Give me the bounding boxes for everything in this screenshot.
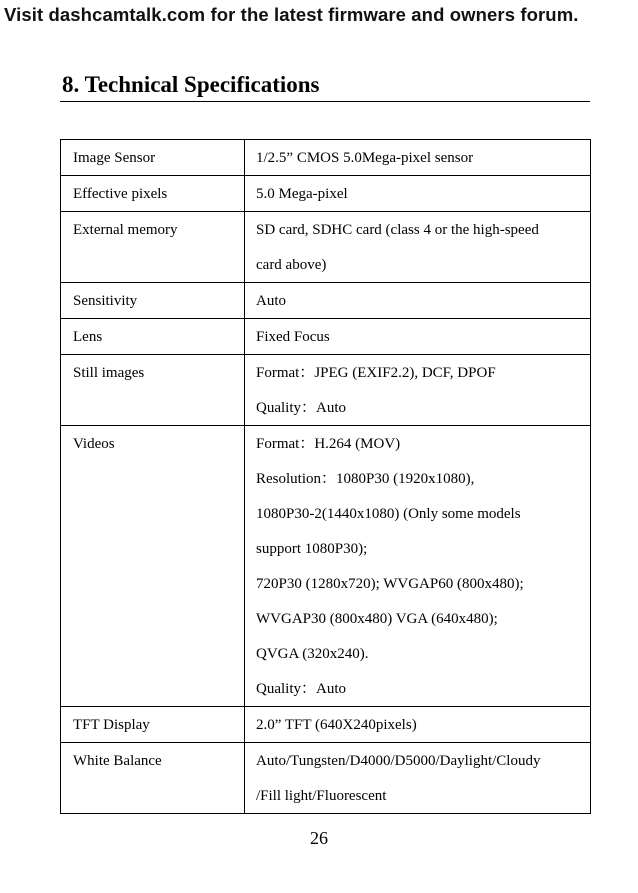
spec-value-line: Format：JPEG (EXIF2.2), DCF, DPOF bbox=[256, 365, 496, 381]
page-number: 26 bbox=[310, 828, 328, 848]
spec-value-line: Resolution：1080P30 (1920x1080), bbox=[256, 471, 475, 487]
spec-value-line: 1/2.5” CMOS 5.0Mega-pixel sensor bbox=[256, 150, 474, 166]
spec-value bbox=[245, 212, 591, 283]
spec-value bbox=[245, 140, 591, 176]
spec-value-line: QVGA (320x240). bbox=[256, 646, 369, 662]
spec-label: TFT Display bbox=[61, 707, 245, 743]
spec-label: Still images bbox=[61, 355, 245, 426]
spec-value-line: Format：H.264 (MOV) bbox=[256, 436, 401, 452]
spec-value-line: support 1080P30); bbox=[256, 541, 368, 557]
spec-table bbox=[60, 139, 591, 814]
spec-label: Effective pixels bbox=[61, 176, 245, 212]
spec-value-line: Auto bbox=[256, 293, 286, 309]
spec-value-line: Auto/Tungsten/D4000/D5000/Daylight/Cloudy bbox=[256, 753, 541, 769]
spec-value-line: SD card, SDHC card (class 4 or the high-speed bbox=[256, 222, 539, 238]
spec-row bbox=[61, 283, 591, 319]
spec-value-line: card above) bbox=[256, 257, 327, 273]
spec-label: Videos bbox=[61, 426, 245, 707]
spec-label: Image Sensor bbox=[61, 140, 245, 176]
spec-value bbox=[245, 319, 591, 355]
spec-label: Sensitivity bbox=[61, 283, 245, 319]
spec-row bbox=[61, 707, 591, 743]
spec-value bbox=[245, 743, 591, 814]
spec-label: White Balance bbox=[61, 743, 245, 814]
spec-table-body bbox=[61, 140, 591, 814]
spec-value-line: 5.0 Mega-pixel bbox=[256, 186, 348, 202]
spec-value bbox=[245, 707, 591, 743]
spec-value-line: /Fill light/Fluorescent bbox=[256, 788, 387, 804]
spec-row bbox=[61, 140, 591, 176]
spec-row bbox=[61, 319, 591, 355]
spec-value bbox=[245, 176, 591, 212]
spec-value bbox=[245, 426, 591, 707]
spec-value-line: Fixed Focus bbox=[256, 329, 330, 345]
spec-value-line: WVGAP30 (800x480) VGA (640x480); bbox=[256, 611, 498, 627]
spec-value bbox=[245, 283, 591, 319]
spec-value bbox=[245, 355, 591, 426]
spec-value-line: 1080P30-2(1440x1080) (Only some models bbox=[256, 506, 521, 522]
spec-value-line: 720P30 (1280x720); WVGAP60 (800x480); bbox=[256, 576, 524, 592]
spec-row bbox=[61, 426, 591, 707]
spec-row bbox=[61, 743, 591, 814]
spec-row bbox=[61, 355, 591, 426]
spec-label: Lens bbox=[61, 319, 245, 355]
spec-value-line: Quality：Auto bbox=[256, 400, 346, 416]
title-underline bbox=[60, 101, 590, 102]
spec-value-line: 2.0” TFT (640X240pixels) bbox=[256, 717, 417, 733]
section-title: 8. Technical Specifications bbox=[62, 72, 320, 97]
spec-value-line: Quality：Auto bbox=[256, 681, 346, 697]
spec-row bbox=[61, 176, 591, 212]
spec-row bbox=[61, 212, 591, 283]
spec-label: External memory bbox=[61, 212, 245, 283]
site-banner: Visit dashcamtalk.com for the latest firmware and owners forum. bbox=[4, 4, 579, 25]
